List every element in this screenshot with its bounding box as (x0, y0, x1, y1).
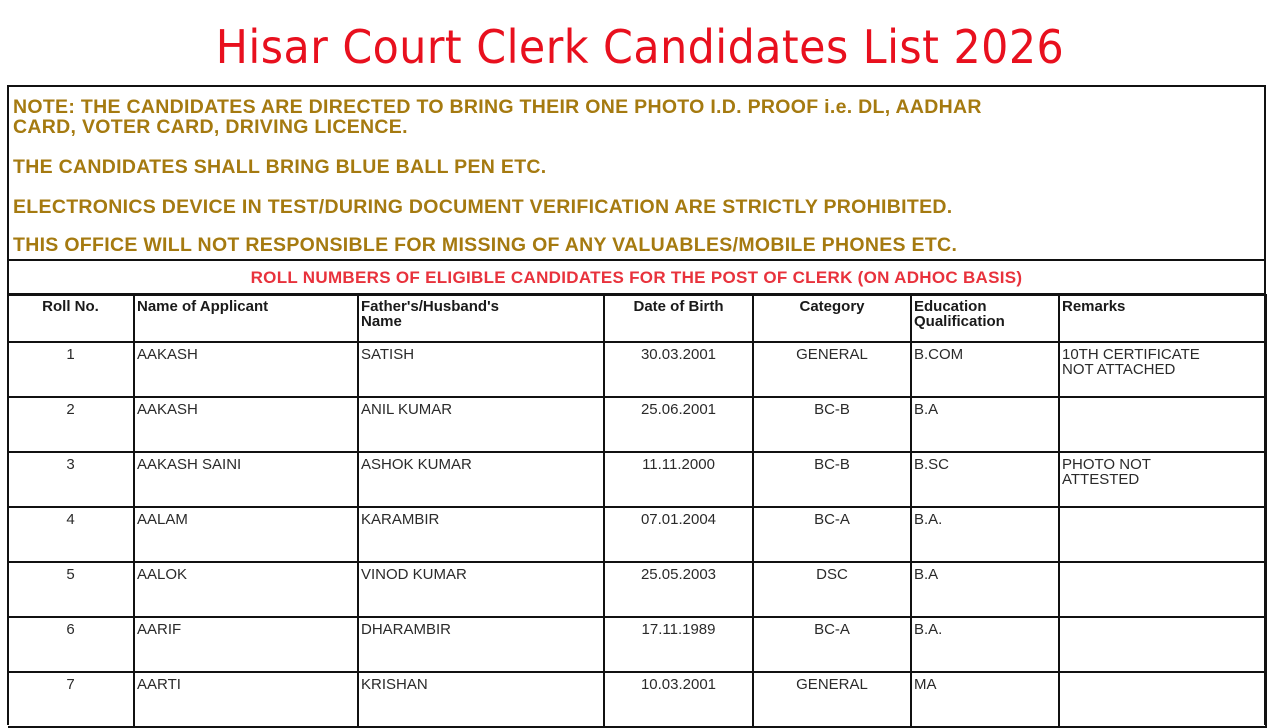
cell-dob: 25.05.2003 (604, 562, 753, 617)
table-row (8, 672, 1266, 727)
cell-dob: 07.01.2004 (604, 507, 753, 562)
cell-remarks (1059, 397, 1266, 452)
note-id-proof-line2: CARD, VOTER CARD, DRIVING LICENCE. (13, 116, 408, 138)
candidates-table (8, 294, 1267, 728)
cell-category: BC-B (753, 452, 911, 507)
cell-father: VINOD KUMAR (358, 562, 604, 617)
note-id-proof-line1: NOTE: THE CANDIDATES ARE DIRECTED TO BRING THEIR ONE PHOTO I.D. PROOF i.e. DL, AADHAR (13, 96, 982, 118)
cell-category: BC-A (753, 507, 911, 562)
cell-name: AAKASH (134, 342, 358, 397)
cell-remarks (1059, 562, 1266, 617)
cell-roll: 7 (8, 672, 134, 727)
cell-category: DSC (753, 562, 911, 617)
cell-name: AAKASH SAINI (134, 452, 358, 507)
table-row (8, 617, 1266, 672)
note-ball-pen: THE CANDIDATES SHALL BRING BLUE BALL PEN ETC. (13, 156, 547, 178)
cell-father: KARAMBIR (358, 507, 604, 562)
cell-father: ASHOK KUMAR (358, 452, 604, 507)
cell-dob: 10.03.2001 (604, 672, 753, 727)
cell-education: B.SC (911, 452, 1059, 507)
cell-roll: 5 (8, 562, 134, 617)
cell-dob: 30.03.2001 (604, 342, 753, 397)
note-valuables: THIS OFFICE WILL NOT RESPONSIBLE FOR MISSING OF ANY VALUABLES/MOBILE PHONES ETC. (13, 234, 958, 256)
col-header-category: Category (753, 295, 911, 342)
cell-remarks-line2: NOT ATTACHED (1062, 361, 1176, 378)
col-header-father-line2: Name (361, 313, 402, 330)
cell-education: B.A (911, 562, 1059, 617)
cell-education: B.A. (911, 507, 1059, 562)
cell-dob: 17.11.1989 (604, 617, 753, 672)
col-header-remarks: Remarks (1059, 295, 1266, 342)
col-header-education-line2: Qualification (914, 313, 1005, 330)
cell-roll: 2 (8, 397, 134, 452)
page-title: Hisar Court Clerk Candidates List 2026 (215, 20, 1065, 74)
cell-remarks-line2: ATTESTED (1062, 471, 1140, 488)
cell-dob: 25.06.2001 (604, 397, 753, 452)
instructions-box (9, 87, 1264, 261)
table-header-row (8, 295, 1266, 342)
cell-category: BC-B (753, 397, 911, 452)
col-header-name: Name of Applicant (134, 295, 358, 342)
table-row (8, 562, 1266, 617)
cell-father: KRISHAN (358, 672, 604, 727)
cell-name: AALOK (134, 562, 358, 617)
table-caption: ROLL NUMBERS OF ELIGIBLE CANDIDATES FOR THE POST OF CLERK (ON ADHOC BASIS) (9, 261, 1264, 295)
cell-education: B.A. (911, 617, 1059, 672)
cell-remarks (1059, 672, 1266, 727)
table-row (8, 507, 1266, 562)
col-header-dob: Date of Birth (604, 295, 753, 342)
cell-category: GENERAL (753, 672, 911, 727)
cell-remarks-line1: 10TH CERTIFICATE (1062, 346, 1200, 363)
cell-remarks (1059, 507, 1266, 562)
col-header-education (911, 295, 1059, 342)
cell-father: ANIL KUMAR (358, 397, 604, 452)
cell-father: SATISH (358, 342, 604, 397)
cell-roll: 6 (8, 617, 134, 672)
cell-education: MA (911, 672, 1059, 727)
cell-name: AALAM (134, 507, 358, 562)
cell-roll: 1 (8, 342, 134, 397)
col-header-education-line1: Education (914, 298, 987, 315)
document-sheet (7, 85, 1266, 725)
cell-roll: 3 (8, 452, 134, 507)
cell-name: AAKASH (134, 397, 358, 452)
cell-name: AARTI (134, 672, 358, 727)
cell-remarks (1059, 617, 1266, 672)
note-electronics: ELECTRONICS DEVICE IN TEST/DURING DOCUMENT VERIFICATION ARE STRICTLY PROHIBITED. (13, 196, 953, 218)
cell-remarks (1059, 342, 1266, 397)
cell-remarks-line1: PHOTO NOT (1062, 456, 1151, 473)
col-header-father-line1: Father's/Husband's (361, 298, 499, 315)
cell-category: GENERAL (753, 342, 911, 397)
col-header-father (358, 295, 604, 342)
table-row (8, 397, 1266, 452)
cell-dob: 11.11.2000 (604, 452, 753, 507)
cell-name: AARIF (134, 617, 358, 672)
cell-father: DHARAMBIR (358, 617, 604, 672)
note-id-proof (13, 97, 982, 137)
table-row (8, 342, 1266, 397)
table-row (8, 452, 1266, 507)
cell-remarks (1059, 452, 1266, 507)
cell-education: B.COM (911, 342, 1059, 397)
cell-roll: 4 (8, 507, 134, 562)
cell-education: B.A (911, 397, 1059, 452)
col-header-roll: Roll No. (8, 295, 134, 342)
cell-category: BC-A (753, 617, 911, 672)
